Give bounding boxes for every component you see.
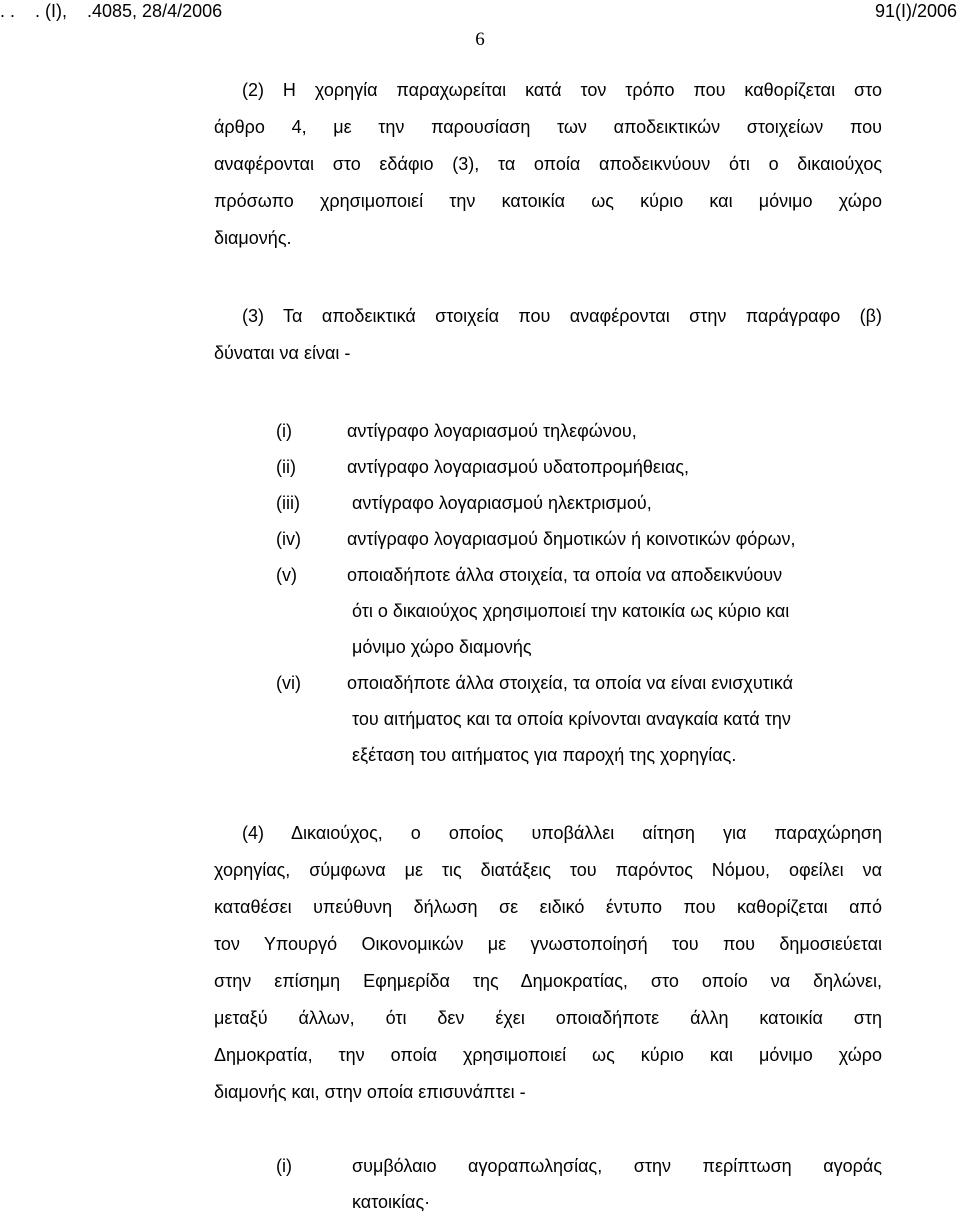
paragraph-line: (4) Δικαιούχος, ο οποίος υποβάλλει αίτηση για παραχώρηση (242, 823, 882, 843)
evidence-list (214, 413, 894, 773)
paragraph-line: καταθέσει υπεύθυνη δήλωση σε ειδικό έντυπο που καθορίζεται από (214, 897, 882, 917)
list-item (214, 557, 894, 593)
paragraph-line: (3) Τα αποδεικτικά στοιχεία που αναφέρονται στην παράγραφο (β) (242, 306, 882, 326)
paragraph-4 (214, 815, 882, 1111)
paragraph-line: στην επίσημη Εφημερίδα της Δημοκρατίας, στο οποίο να δηλώνει, (214, 971, 882, 991)
paragraph-3 (214, 298, 882, 372)
attachment-list (214, 1148, 894, 1220)
list-item-text: μόνιμο χώρο διαμονής (352, 637, 532, 657)
paragraph-2 (214, 72, 882, 257)
list-item (214, 665, 894, 701)
list-item-number: (i) (276, 1156, 292, 1176)
page-number: 6 (475, 29, 485, 50)
list-item-text: οποιαδήποτε άλλα στοιχεία, τα οποία να είναι ενισχυτικά (347, 673, 793, 693)
paragraph-line: δύναται να είναι - (214, 343, 351, 363)
list-item-number: (ii) (276, 457, 296, 477)
list-item-continuation (214, 593, 894, 629)
paragraph-line: πρόσωπο χρησιμοποιεί την κατοικία ως κύριο και μόνιμο χώρο (214, 191, 882, 211)
header-law-number: 91(Ι)/2006 (874, 1, 957, 21)
list-item (214, 449, 894, 485)
paragraph-line: διαμονής και, στην οποία επισυνάπτει - (214, 1082, 526, 1102)
list-item (214, 521, 894, 557)
paragraph-line: διαμονής. (214, 228, 292, 248)
list-item-text: συμβόλαιο αγοραπωλησίας, στην περίπτωση αγοράς (352, 1156, 882, 1176)
list-item (214, 485, 894, 521)
list-item-text: κατοικίας· (352, 1192, 431, 1212)
list-item (214, 413, 894, 449)
paragraph-line: άρθρο 4, με την παρουσίαση των αποδεικτικών στοιχείων που (214, 117, 882, 137)
paragraph-line: αναφέρονται στο εδάφιο (3), τα οποία αποδεικνύουν ότι ο δικαιούχος (214, 154, 882, 174)
list-item-text: του αιτήματος και τα οποία κρίνονται αναγκαία κατά την (352, 709, 791, 729)
list-item-text: εξέταση του αιτήματος για παροχή της χορηγίας. (352, 745, 737, 765)
list-item-text: ότι ο δικαιούχος χρησιμοποιεί την κατοικία ως κύριο και (352, 601, 790, 621)
list-item-number: (i) (276, 421, 292, 441)
paragraph-line: Δημοκρατία, την οποία χρησιμοποιεί ως κύριο και μόνιμο χώρο (214, 1045, 882, 1065)
list-item-number: (iii) (276, 493, 300, 513)
header-gazette-reference: . . . (Ι), .4085, 28/4/2006 (0, 1, 223, 21)
paragraph-line: χορηγίας, σύμφωνα με τις διατάξεις του παρόντος Νόμου, οφείλει να (214, 860, 882, 880)
paragraph-line: μεταξύ άλλων, ότι δεν έχει οποιαδήποτε άλλη κατοικία στη (214, 1008, 882, 1028)
page-header (0, 0, 960, 28)
list-item-number: (vi) (276, 673, 301, 693)
list-item-continuation (214, 737, 894, 773)
list-item-number: (v) (276, 565, 297, 585)
list-item-continuation (214, 701, 894, 737)
paragraph-line: (2) Η χορηγία παραχωρείται κατά τον τρόπο που καθορίζεται στο (242, 80, 882, 100)
list-item-text: αντίγραφο λογαριασμού δημοτικών ή κοινοτικών φόρων, (347, 529, 796, 549)
list-item-number: (iv) (276, 529, 301, 549)
list-item-text: οποιαδήποτε άλλα στοιχεία, τα οποία να αποδεικνύουν (347, 565, 783, 585)
list-item-text: αντίγραφο λογαριασμού υδατοπρομήθειας, (347, 457, 690, 477)
list-item-continuation (214, 629, 894, 665)
list-item-text: αντίγραφο λογαριασμού τηλεφώνου, (347, 421, 637, 441)
list-item-text: αντίγραφο λογαριασμού ηλεκτρισμού, (352, 493, 652, 513)
paragraph-line: τον Υπουργό Οικονομικών με γνωστοποίησή του που δημοσιεύεται (214, 934, 882, 954)
list-item (214, 1148, 894, 1184)
